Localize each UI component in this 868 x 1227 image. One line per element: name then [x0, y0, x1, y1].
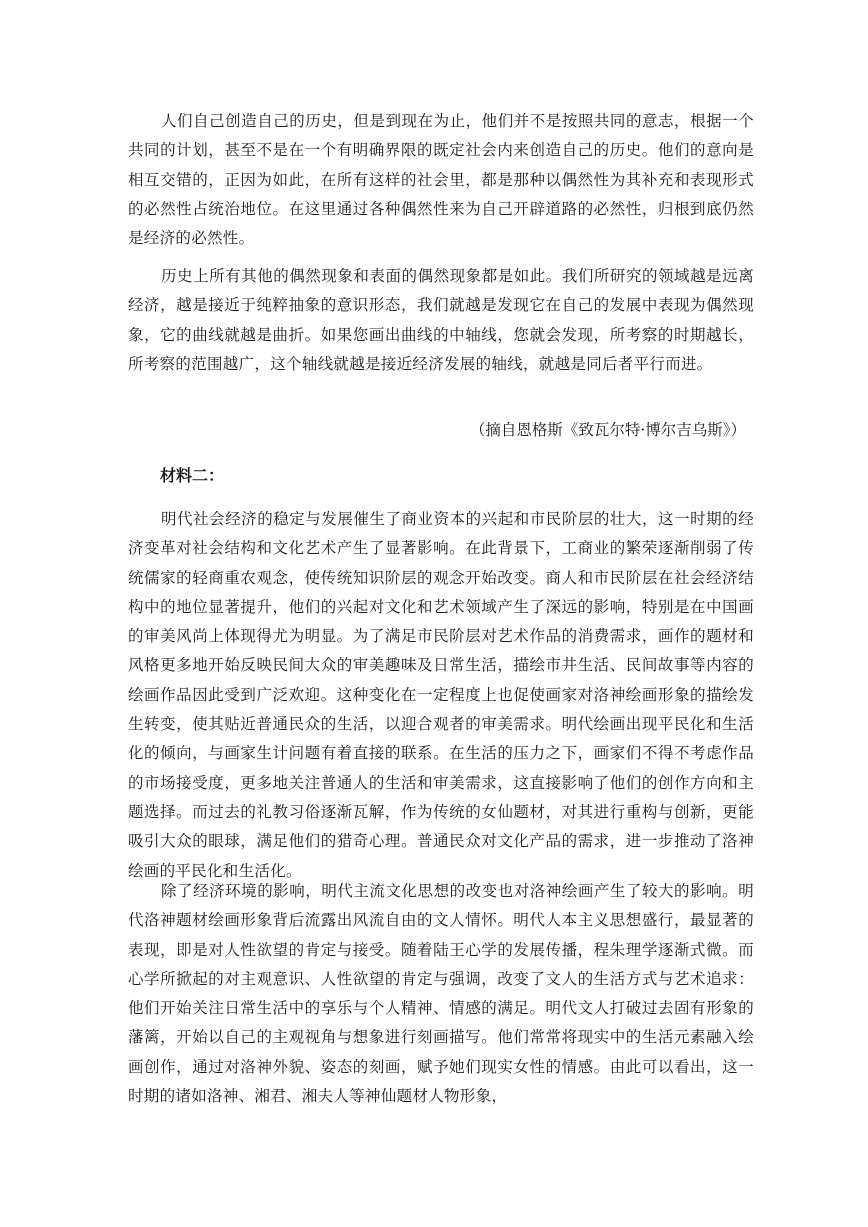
paragraph-4: 除了经济环境的影响，明代主流文化思想的改变也对洛神绘画产生了较大的影响。明代洛神题材绘画形象背后流露出风流自由的文人情怀。明代人本主义思想盛行，最显著的表现，即是对人性欲望的肯定与接受。随着陆王心学的发展传播，程朱理学逐渐式微。而心学所掀起的对主观意识、人性欲望的肯定与强调，改变了文人的生活方式与艺术追求：他们开始关注日常生活中的享乐与个人精神、情感的满足。明代文人打破过去固有形象的藩篱，开始以自己的主观视角与想象进行刻画描写。他们常常将现实中的生活元素融入绘画创作，通过对洛神外貌、姿态的刻画，赋予她们现实女性的情感。由此可以看出，这一时期的诸如洛神、湘君、湘夫人等神仙题材人物形象，: [128, 882, 754, 1106]
material-2-heading: 材料二：: [160, 466, 225, 485]
paragraph-3: 明代社会经济的稳定与发展催生了商业资本的兴起和市民阶层的壮大，这一时期的经济变革对社会结构和文化艺术产生了显著影响。在此背景下，工商业的繁荣逐渐削弱了传统儒家的轻商重农观念，使传统知识阶层的观念开始改变。商人和市民阶层在社会经济结构中的地位显著提升，他们的兴起对文化和艺术领域产生了深远的影响，特别是在中国画的审美风尚上体现得尤为明显。为了满足市民阶层对艺术作品的消费需求，画作的题材和风格更多地开始反映民间大众的审美趣味及日常生活，描绘市井生活、民间故事等内容的绘画作品因此受到广泛欢迎。这种变化在一定程度上也促使画家对洛神绘画形象的描绘发生转变，使其贴近普通民众的生活，以迎合观者的审美需求。明代绘画出现平民化和生活化的倾向，与画家生计问题有着直接的联系。在生活的压力之下，画家们不得不考虑作品的市场接受度，更多地关注普通人的生活和审美需求，这直接影响了他们的创作方向和主题选择。而过去的礼教习俗逐渐瓦解，作为传统的女仙题材，对其进行重构与创新，更能吸引大众的眼球，满足他们的猎奇心理。普通民众对文化产品的需求，进一步推动了洛神绘画的平民化和生活化。: [128, 510, 754, 880]
paragraph-1: 人们自己创造自己的历史，但是到现在为止，他们并不是按照共同的意志，根据一个共同的计划，甚至不是在一个有明确界限的既定社会内来创造自己的历史。他们的意向是相互交错的，正因为如此，在所有这样的社会里，都是那种以偶然性为其补充和表现形式的必然性占统治地位。在这里通过各种偶然性来为自己开辟道路的必然性，归根到底仍然是经济的必然性。: [128, 112, 754, 248]
source-citation: （摘自恩格斯《致瓦尔特·博尔吉乌斯》）: [469, 421, 746, 439]
paragraph-2: 历史上所有其他的偶然现象和表面的偶然现象都是如此。我们所研究的领域越是远离经济，越是接近于纯粹抽象的意识形态，我们就越是发现它在自己的发展中表现为偶然现象，它的曲线就越是曲折。如果您画出曲线的中轴线，您就会发现，所考察的时期越长，所考察的范围越广，这个轴线就越是接近经济发展的轴线，就越是同后者平行而进。: [128, 267, 754, 373]
